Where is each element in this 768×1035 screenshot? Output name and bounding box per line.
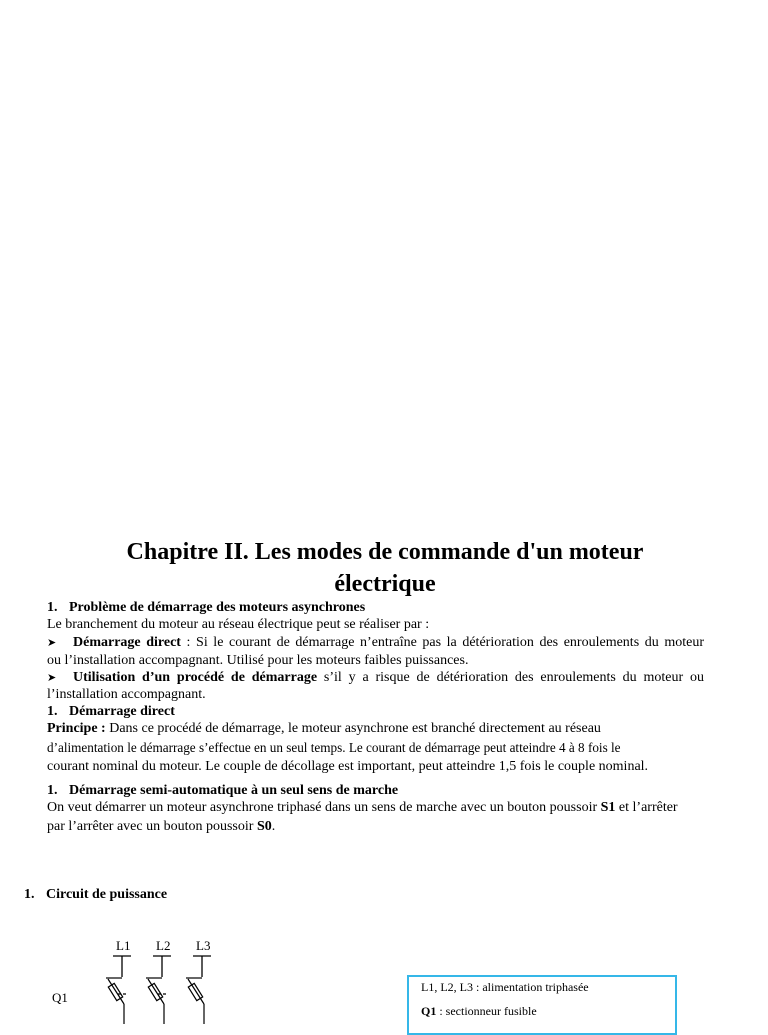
principe-label: Principe : xyxy=(47,721,106,736)
legend-line-q1 xyxy=(421,1004,537,1019)
section1-number: 1. xyxy=(47,600,58,615)
legend-line-supply xyxy=(421,980,589,995)
principe-line1 xyxy=(47,720,601,737)
section1-item1-line1 xyxy=(47,634,704,652)
section4-heading xyxy=(24,886,167,903)
chapter-title-line1: Chapitre II. Les modes de commande d'un moteur xyxy=(126,539,644,565)
section2-heading xyxy=(47,703,175,720)
section3-text-b1: par l’arrêter avec un bouton poussoir xyxy=(47,819,257,834)
section2-number: 1. xyxy=(47,704,58,719)
section4-heading-text: Circuit de puissance xyxy=(46,887,168,902)
button-s1-label: S1 xyxy=(600,800,616,815)
terminal-markers xyxy=(113,956,211,977)
fuse-disconnector-symbols xyxy=(106,978,204,1024)
item1-text-a: : Si le courant de démarrage n’entraîne pas la détérioration des enroulements du moteur xyxy=(180,635,704,650)
section3-text-a1: On veut démarrer un moteur asynchrone triphasé dans un sens de marche avec un bouton poussoir xyxy=(47,800,601,815)
section3-heading-text: Démarrage semi-automatique à un seul sens de marche xyxy=(69,783,399,798)
section3-text-a2: et l’arrêter xyxy=(615,800,678,815)
section1-item2-line2: l’installation accompagnant. xyxy=(47,687,206,702)
legend-label-q1: Q1 xyxy=(421,1004,437,1018)
section1-item2-line1 xyxy=(47,669,704,687)
item2-text-a: s’il y a risque de détérioration des enroulements du moteur ou xyxy=(317,670,705,685)
principe-line3: courant nominal du moteur. Le couple de décollage est important, peut atteindre 1,5 fois le couple nominal. xyxy=(47,759,649,774)
section4-number: 1. xyxy=(24,887,35,902)
section1-intro: Le branchement du moteur au réseau électrique peut se réaliser par : xyxy=(47,617,430,632)
label-l3: L3 xyxy=(196,938,211,953)
legend-text-supply: : alimentation triphasée xyxy=(473,980,589,994)
label-q1: Q1 xyxy=(52,990,68,1005)
section3-number: 1. xyxy=(47,783,58,798)
section3-line1 xyxy=(47,799,678,816)
section1-heading-text: Problème de démarrage des moteurs asynchrones xyxy=(69,600,366,615)
section1-heading xyxy=(47,599,365,616)
bullet-arrow-icon: ➤ xyxy=(47,637,57,649)
principe-line2: d’alimentation le démarrage s’effectue en un seul temps. Le courant de démarrage peut atteindre 4 à 8 fois le xyxy=(47,740,621,755)
power-circuit-diagram xyxy=(40,930,240,1024)
legend-box xyxy=(407,975,677,1035)
legend-label-l1l2l3: L1, L2, L3 xyxy=(421,980,473,994)
chapter-title xyxy=(60,536,710,600)
label-l2: L2 xyxy=(156,938,171,953)
section3-text-b2: . xyxy=(271,819,276,834)
button-s0-label: S0 xyxy=(256,819,272,834)
item2-bold: Utilisation d’un procédé de démarrage xyxy=(73,670,318,685)
item1-bold: Démarrage direct xyxy=(73,635,181,650)
section3-heading xyxy=(47,782,398,799)
principe-text-a: Dans ce procédé de démarrage, le moteur asynchrone est branché directement au réseau xyxy=(105,721,601,736)
section2-heading-text: Démarrage direct xyxy=(69,704,175,719)
legend-text-q1: : sectionneur fusible xyxy=(436,1004,537,1018)
chapter-title-line2: électrique xyxy=(334,571,436,597)
bullet-arrow-icon: ➤ xyxy=(47,672,57,684)
section3-line2 xyxy=(47,818,275,835)
section1-item1-line2: ou l’installation accompagnant. Utilisé pour les moteurs faibles puissances. xyxy=(47,653,469,668)
label-l1: L1 xyxy=(116,938,131,953)
